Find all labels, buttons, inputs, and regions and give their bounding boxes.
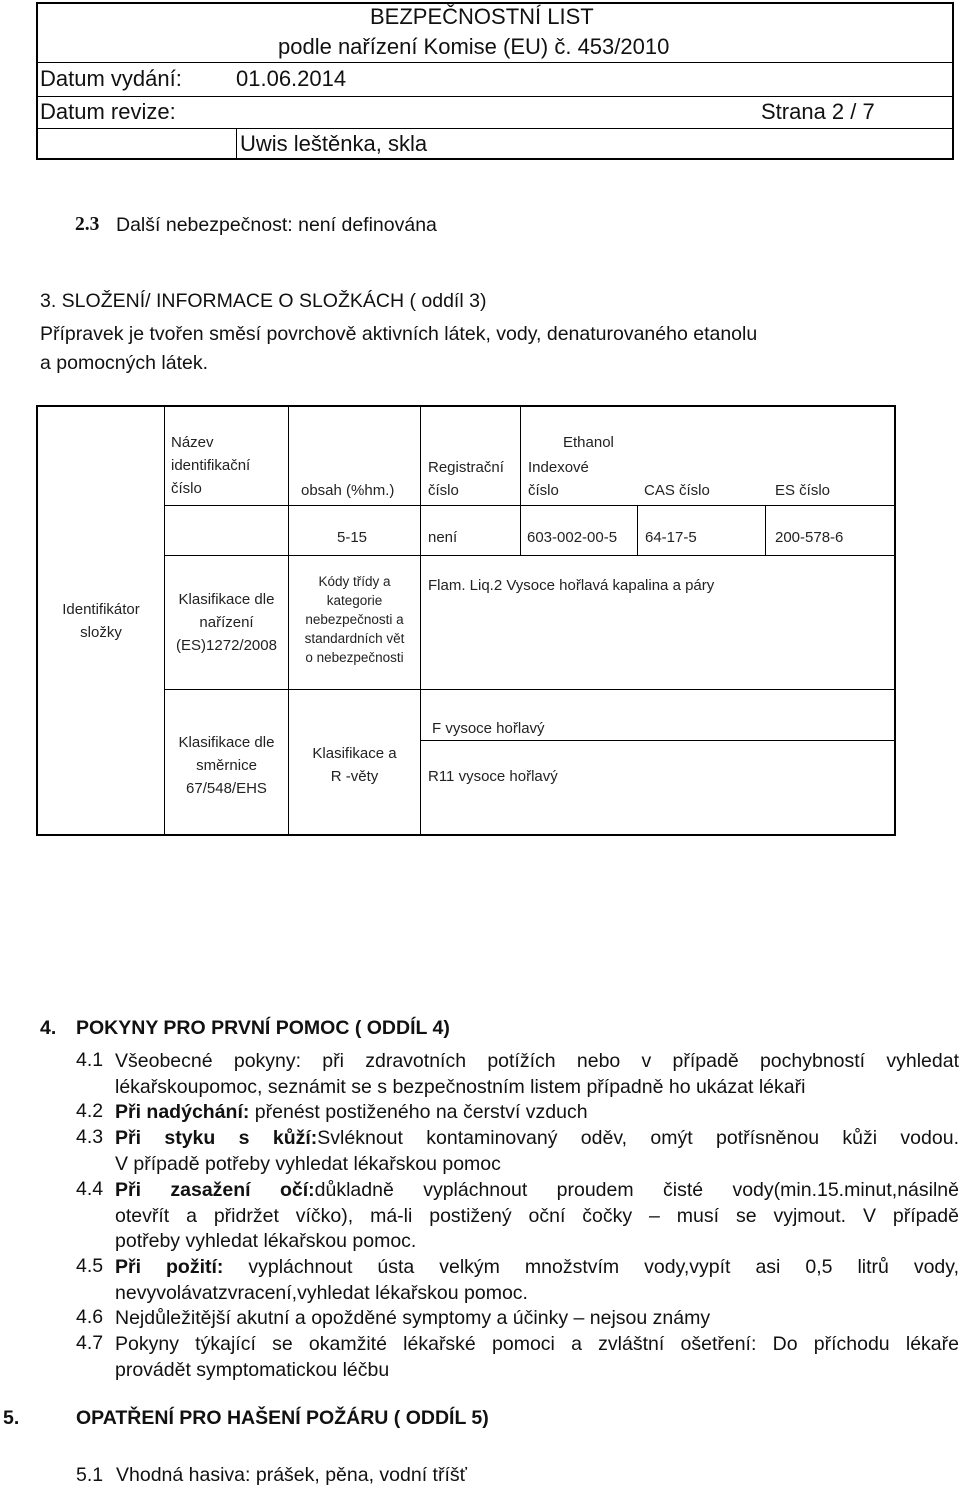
item-4-3-text — [115, 1126, 959, 1177]
item-4-4-line-1: důkladně vypláchnout proudem čisté vody(min.15.minut,násilně — [314, 1179, 959, 1201]
header-divider — [236, 128, 237, 159]
item-4-4-text — [115, 1178, 959, 1255]
item-4-6-line-1: Nejdůležitější akutní a opožděné symptomy a účinky – nejsou známy — [115, 1307, 711, 1329]
issue-date: 01.06.2014 — [236, 66, 347, 91]
clp-label-l2: nařízení — [199, 614, 254, 631]
table-vline-5 — [637, 505, 638, 555]
item-4-5-text — [115, 1255, 959, 1306]
revision-date-label: Datum revize: — [40, 99, 176, 124]
section-2-3-number: 2.3 — [75, 214, 100, 235]
value-es: 200-578-6 — [775, 529, 844, 546]
item-4-3-line-2: V případě potřeby vyhledat lékařskou pomoc — [115, 1152, 501, 1175]
value-cas: 64-17-5 — [645, 529, 697, 546]
table-hline-3 — [164, 689, 895, 690]
item-4-2-bold: Při nadýchání: — [115, 1101, 250, 1123]
item-4-6-text — [115, 1306, 959, 1332]
clp-label-l3: (ES)1272/2008 — [176, 637, 277, 654]
table-border-top — [36, 405, 896, 407]
clp-label-l1: Klasifikace dle — [178, 591, 275, 608]
section-3-heading: 3. SLOŽENÍ/ INFORMACE O SLOŽKÁCH ( oddíl 3) — [40, 290, 487, 312]
directive-value-2: R11 vysoce hořlavý — [428, 768, 558, 785]
item-4-7-number: 4.7 — [76, 1332, 104, 1354]
item-4-5-bold: Při požití: — [115, 1256, 224, 1278]
item-4-3-number: 4.3 — [76, 1126, 104, 1148]
section-4-number: 4. — [40, 1017, 57, 1039]
item-4-4-line-2: otevřít a přidržet víčko), má-li postižený oční čočky – musí se vyjmout. V případě — [115, 1204, 959, 1227]
directive-label-l2: směrnice — [196, 757, 257, 774]
regulation: podle nařízení Komise (EU) č. 453/2010 — [278, 34, 670, 59]
section-2-3-text: Další nebezpečnost: není definována — [116, 214, 437, 236]
table-hline-4 — [420, 740, 895, 741]
col-content: obsah (%hm.) — [301, 482, 395, 499]
header-rule-2 — [36, 96, 954, 97]
table-border-right — [894, 405, 896, 836]
item-5-1-number: 5.1 — [76, 1464, 104, 1486]
codes-label-l3: nebezpečnosti a — [305, 612, 404, 627]
value-reg: není — [428, 529, 458, 546]
header-border-bottom — [36, 158, 954, 160]
item-4-7-text — [115, 1332, 959, 1383]
item-4-1-line-2: lékařskoupomoc, seznámit se s bezpečnostním listem případně ho ukázat lékaři — [115, 1075, 806, 1098]
col-reg-l1: Registrační — [428, 459, 504, 476]
item-4-6-number: 4.6 — [76, 1306, 104, 1328]
item-4-1-text — [115, 1049, 959, 1100]
item-4-1-line-1: Všeobecné pokyny: při zdravotních potížích nebo v případě pochybností vyhledat — [115, 1050, 959, 1072]
value-content: 5-15 — [337, 529, 368, 546]
issue-date-label: Datum vydání: — [40, 66, 182, 91]
col-index-l2: číslo — [528, 482, 559, 499]
col-name-l2: identifikační — [171, 457, 251, 474]
item-4-2-line-1: přenést postiženého na čerství vzduch — [249, 1101, 588, 1123]
item-4-3-line-1: Svléknout kontaminovaný oděv, omýt potřísněnou kůži vodou. — [317, 1127, 959, 1149]
table-hline-2 — [164, 555, 895, 556]
col-reg-l2: číslo — [428, 482, 459, 499]
codes-label-l1: Kódy třídy a — [318, 574, 391, 589]
header-border-left — [36, 2, 38, 160]
section-3-line-1: Přípravek je tvořen směsí povrchově aktivních látek, vody, denaturovaného etanolu — [40, 323, 758, 345]
item-4-7-line-1: Pokyny týkající se okamžité lékařské pomoci a zvláštní ošetření: Do příchodu lékaře — [115, 1333, 959, 1355]
codes-label-l2: kategorie — [326, 593, 383, 608]
r-class-label-l2: R -věty — [330, 768, 379, 785]
value-index: 603-002-00-5 — [527, 529, 618, 546]
item-5-1-text: Vhodná hasiva: prášek, pěna, vodní tříšť — [116, 1464, 467, 1486]
section-5-heading: OPATŘENÍ PRO HAŠENÍ POŽÁRU ( ODDÍL 5) — [76, 1407, 489, 1429]
directive-label-l3: 67/548/EHS — [186, 780, 267, 797]
directive-label-l1: Klasifikace dle — [178, 734, 275, 751]
table-vline-3 — [420, 407, 421, 834]
item-4-4-line-3: potřeby vyhledat lékařskou pomoc. — [115, 1230, 417, 1252]
section-3-line-2: a pomocných látek. — [40, 352, 209, 374]
r-class-label-l1: Klasifikace a — [312, 745, 397, 762]
item-4-5-line-1: vypláchnout ústa velkým množstvím vody,vypít asi 0,5 litrů vody, — [223, 1256, 960, 1278]
codes-label-l5: o nebezpečnosti — [305, 650, 404, 665]
doc-title: BEZPEČNOSTNÍ LIST — [370, 4, 594, 29]
item-4-5-number: 4.5 — [76, 1255, 104, 1277]
item-4-2-number: 4.2 — [76, 1100, 104, 1122]
table-border-bottom — [36, 834, 896, 836]
section-4-heading: POKYNY PRO PRVNÍ POMOC ( ODDÍL 4) — [76, 1017, 450, 1039]
table-vline-4 — [520, 407, 521, 555]
col-es: ES číslo — [775, 482, 831, 499]
col-name-l3: číslo — [171, 480, 202, 497]
identifier-l2: složky — [80, 624, 122, 641]
col-cas: CAS číslo — [644, 482, 710, 499]
item-4-1-number: 4.1 — [76, 1049, 104, 1071]
col-index-l1: Indexové — [528, 459, 589, 476]
page-number: Strana 2 / 7 — [761, 99, 875, 124]
directive-value-1: F vysoce hořlavý — [432, 720, 545, 737]
header-rule-1 — [36, 62, 954, 63]
product-name: Uwis leštěnka, skla — [240, 131, 428, 156]
table-hline-1 — [164, 505, 895, 506]
header-border-right — [952, 2, 954, 160]
item-4-5-line-2: nevyvolávatzvracení,vyhledat lékařskou pomoc. — [115, 1281, 528, 1304]
clp-value: Flam. Liq.2 Vysoce hořlavá kapalina a páry — [428, 577, 715, 594]
col-name-l1: Název — [171, 434, 214, 451]
codes-label-l4: standardních vět — [304, 631, 405, 646]
header-rule-3 — [36, 128, 954, 129]
section-5-number: 5. — [3, 1407, 20, 1429]
table-vline-6 — [765, 505, 766, 555]
substance-name: Ethanol — [563, 434, 614, 451]
item-4-4-bold: Při zasažení očí: — [115, 1179, 315, 1201]
item-4-7-line-2: provádět symptomatickou léčbu — [115, 1358, 390, 1381]
item-4-3-bold: Při styku s kůží: — [115, 1127, 318, 1149]
item-4-4-number: 4.4 — [76, 1178, 104, 1200]
identifier-l1: Identifikátor — [62, 601, 140, 618]
item-4-2-text — [115, 1100, 959, 1126]
